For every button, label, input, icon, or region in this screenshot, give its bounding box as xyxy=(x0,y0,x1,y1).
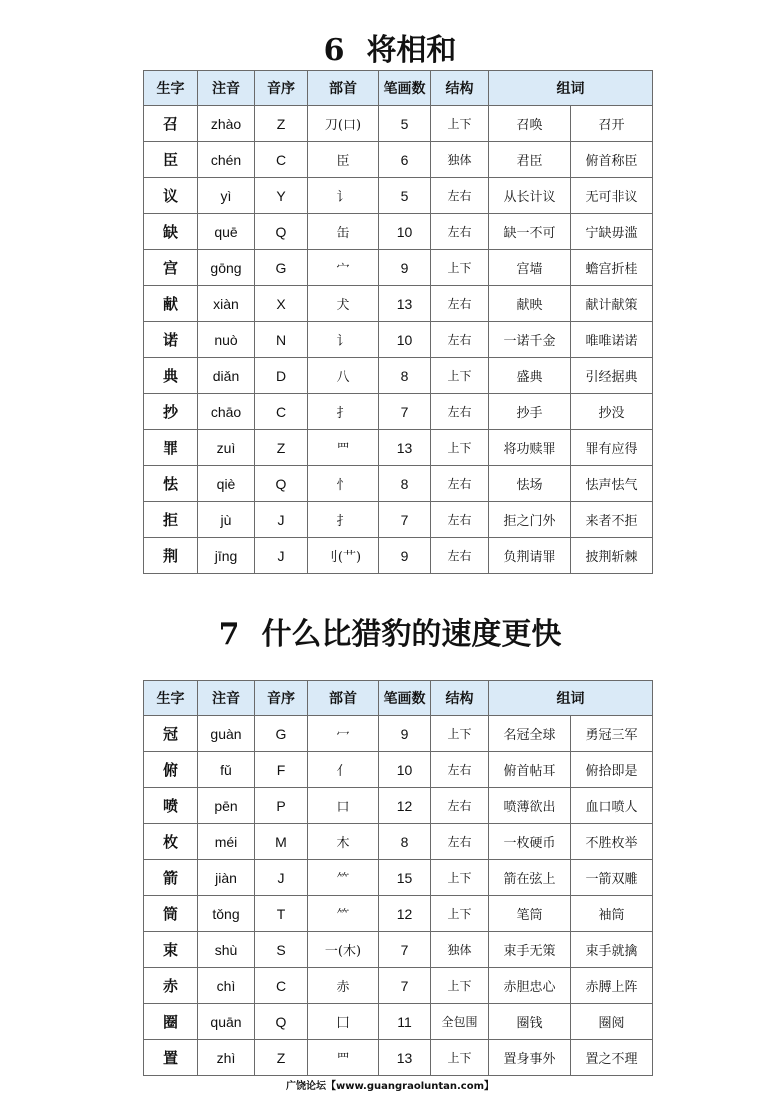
index-cell: J xyxy=(255,538,308,574)
index-cell: N xyxy=(255,322,308,358)
radical-cell: 赤 xyxy=(308,968,379,1004)
pinyin-cell: méi xyxy=(198,824,255,860)
table-row xyxy=(144,752,653,788)
pinyin-cell: jù xyxy=(198,502,255,538)
footer-watermark: 广饶论坛【www.guangraoluntan.com】 xyxy=(285,1081,495,1092)
table-row xyxy=(144,178,653,214)
header-strokes: 笔画数 xyxy=(379,71,431,106)
char-cell: 臣 xyxy=(144,142,198,178)
word-1-cell: 圈钱 xyxy=(489,1004,571,1040)
pinyin-cell: chì xyxy=(198,968,255,1004)
table-header-row xyxy=(144,71,653,106)
strokes-cell: 10 xyxy=(379,214,431,250)
word-1-cell: 负荆请罪 xyxy=(489,538,571,574)
word-1-cell: 一诺千金 xyxy=(489,322,571,358)
structure-cell: 上下 xyxy=(431,860,489,896)
char-cell: 拒 xyxy=(144,502,198,538)
structure-cell: 左右 xyxy=(431,538,489,574)
table-row xyxy=(144,968,653,1004)
word-1-cell: 召唤 xyxy=(489,106,571,142)
word-2-cell: 袖筒 xyxy=(571,896,653,932)
word-1-cell: 抄手 xyxy=(489,394,571,430)
table-row xyxy=(144,430,653,466)
radical-cell: 犬 xyxy=(308,286,379,322)
radical-cell: 口 xyxy=(308,788,379,824)
index-cell: C xyxy=(255,142,308,178)
word-2-cell: 圈阅 xyxy=(571,1004,653,1040)
word-2-cell: 抄没 xyxy=(571,394,653,430)
strokes-cell: 13 xyxy=(379,286,431,322)
radical-cell: ⺮ xyxy=(308,896,379,932)
word-1-cell: 将功赎罪 xyxy=(489,430,571,466)
lesson-7-vocab-table xyxy=(143,680,653,1076)
header-words: 组词 xyxy=(489,71,653,106)
table-row xyxy=(144,502,653,538)
index-cell: Q xyxy=(255,214,308,250)
word-2-cell: 束手就擒 xyxy=(571,932,653,968)
word-1-cell: 君臣 xyxy=(489,142,571,178)
table-row xyxy=(144,142,653,178)
char-cell: 典 xyxy=(144,358,198,394)
strokes-cell: 8 xyxy=(379,358,431,394)
table-row xyxy=(144,358,653,394)
word-1-cell: 赤胆忠心 xyxy=(489,968,571,1004)
index-cell: P xyxy=(255,788,308,824)
structure-cell: 上下 xyxy=(431,968,489,1004)
strokes-cell: 12 xyxy=(379,788,431,824)
table-row xyxy=(144,824,653,860)
char-cell: 箭 xyxy=(144,860,198,896)
strokes-cell: 5 xyxy=(379,178,431,214)
strokes-cell: 6 xyxy=(379,142,431,178)
header-char: 生字 xyxy=(144,71,198,106)
word-2-cell: 献计献策 xyxy=(571,286,653,322)
table-row xyxy=(144,1040,653,1076)
strokes-cell: 10 xyxy=(379,322,431,358)
word-2-cell: 召开 xyxy=(571,106,653,142)
word-1-cell: 怯场 xyxy=(489,466,571,502)
strokes-cell: 15 xyxy=(379,860,431,896)
char-cell: 喷 xyxy=(144,788,198,824)
index-cell: F xyxy=(255,752,308,788)
pinyin-cell: fǔ xyxy=(198,752,255,788)
pinyin-cell: chén xyxy=(198,142,255,178)
char-cell: 诺 xyxy=(144,322,198,358)
radical-cell: 刂(艹) xyxy=(308,538,379,574)
radical-cell: 宀 xyxy=(308,250,379,286)
strokes-cell: 13 xyxy=(379,1040,431,1076)
char-cell: 枚 xyxy=(144,824,198,860)
strokes-cell: 9 xyxy=(379,538,431,574)
index-cell: Z xyxy=(255,430,308,466)
word-1-cell: 拒之门外 xyxy=(489,502,571,538)
strokes-cell: 9 xyxy=(379,250,431,286)
word-2-cell: 无可非议 xyxy=(571,178,653,214)
word-1-cell: 笔筒 xyxy=(489,896,571,932)
radical-cell: 缶 xyxy=(308,214,379,250)
pinyin-cell: zhào xyxy=(198,106,255,142)
strokes-cell: 5 xyxy=(379,106,431,142)
index-cell: M xyxy=(255,824,308,860)
structure-cell: 左右 xyxy=(431,178,489,214)
char-cell: 冠 xyxy=(144,716,198,752)
word-2-cell: 罪有应得 xyxy=(571,430,653,466)
structure-cell: 上下 xyxy=(431,716,489,752)
index-cell: D xyxy=(255,358,308,394)
strokes-cell: 9 xyxy=(379,716,431,752)
word-2-cell: 披荆斩棘 xyxy=(571,538,653,574)
header-structure: 结构 xyxy=(431,681,489,716)
strokes-cell: 12 xyxy=(379,896,431,932)
strokes-cell: 7 xyxy=(379,968,431,1004)
word-1-cell: 盛典 xyxy=(489,358,571,394)
pinyin-cell: jiàn xyxy=(198,860,255,896)
structure-cell: 左右 xyxy=(431,502,489,538)
index-cell: G xyxy=(255,250,308,286)
radical-cell: 亻 xyxy=(308,752,379,788)
word-2-cell: 一箭双雕 xyxy=(571,860,653,896)
char-cell: 罪 xyxy=(144,430,198,466)
word-1-cell: 一枚硬币 xyxy=(489,824,571,860)
pinyin-cell: gōng xyxy=(198,250,255,286)
header-index: 音序 xyxy=(255,681,308,716)
pinyin-cell: zuì xyxy=(198,430,255,466)
lesson-6-table-body xyxy=(144,106,653,574)
header-index: 音序 xyxy=(255,71,308,106)
header-char: 生字 xyxy=(144,681,198,716)
index-cell: Q xyxy=(255,466,308,502)
word-2-cell: 宁缺毋滥 xyxy=(571,214,653,250)
word-2-cell: 引经据典 xyxy=(571,358,653,394)
table-row xyxy=(144,716,653,752)
header-radical: 部首 xyxy=(308,71,379,106)
word-1-cell: 宫墙 xyxy=(489,250,571,286)
index-cell: J xyxy=(255,502,308,538)
index-cell: Z xyxy=(255,1040,308,1076)
word-1-cell: 置身事外 xyxy=(489,1040,571,1076)
structure-cell: 独体 xyxy=(431,932,489,968)
index-cell: J xyxy=(255,860,308,896)
char-cell: 束 xyxy=(144,932,198,968)
word-1-cell: 缺一不可 xyxy=(489,214,571,250)
radical-cell: 罒 xyxy=(308,1040,379,1076)
pinyin-cell: nuò xyxy=(198,322,255,358)
char-cell: 献 xyxy=(144,286,198,322)
strokes-cell: 7 xyxy=(379,932,431,968)
table-row xyxy=(144,1004,653,1040)
radical-cell: 罒 xyxy=(308,430,379,466)
table-row xyxy=(144,466,653,502)
word-1-cell: 从长计议 xyxy=(489,178,571,214)
char-cell: 议 xyxy=(144,178,198,214)
table-row xyxy=(144,250,653,286)
table-row xyxy=(144,788,653,824)
word-1-cell: 束手无策 xyxy=(489,932,571,968)
radical-cell: 一(木) xyxy=(308,932,379,968)
table-row xyxy=(144,286,653,322)
index-cell: Z xyxy=(255,106,308,142)
pinyin-cell: xiàn xyxy=(198,286,255,322)
table-row xyxy=(144,896,653,932)
index-cell: Q xyxy=(255,1004,308,1040)
radical-cell: 木 xyxy=(308,824,379,860)
structure-cell: 左右 xyxy=(431,466,489,502)
pinyin-cell: quē xyxy=(198,214,255,250)
char-cell: 抄 xyxy=(144,394,198,430)
word-1-cell: 喷薄欲出 xyxy=(489,788,571,824)
strokes-cell: 7 xyxy=(379,394,431,430)
index-cell: G xyxy=(255,716,308,752)
pinyin-cell: quān xyxy=(198,1004,255,1040)
char-cell: 怯 xyxy=(144,466,198,502)
radical-cell: 臣 xyxy=(308,142,379,178)
char-cell: 置 xyxy=(144,1040,198,1076)
word-2-cell: 俯首称臣 xyxy=(571,142,653,178)
radical-cell: 八 xyxy=(308,358,379,394)
index-cell: C xyxy=(255,394,308,430)
structure-cell: 左右 xyxy=(431,788,489,824)
pinyin-cell: diǎn xyxy=(198,358,255,394)
word-2-cell: 唯唯诺诺 xyxy=(571,322,653,358)
pinyin-cell: yì xyxy=(198,178,255,214)
structure-cell: 上下 xyxy=(431,106,489,142)
table-row xyxy=(144,322,653,358)
word-2-cell: 怯声怯气 xyxy=(571,466,653,502)
structure-cell: 左右 xyxy=(431,752,489,788)
lesson-6-title-text: 将相和 xyxy=(366,33,457,68)
header-pinyin: 注音 xyxy=(198,71,255,106)
radical-cell: 囗 xyxy=(308,1004,379,1040)
structure-cell: 左右 xyxy=(431,824,489,860)
radical-cell: 讠 xyxy=(308,178,379,214)
structure-cell: 上下 xyxy=(431,430,489,466)
strokes-cell: 10 xyxy=(379,752,431,788)
radical-cell: 讠 xyxy=(308,322,379,358)
structure-cell: 上下 xyxy=(431,1040,489,1076)
lesson-6-number: 6 xyxy=(323,33,345,68)
header-strokes: 笔画数 xyxy=(379,681,431,716)
word-1-cell: 献映 xyxy=(489,286,571,322)
word-2-cell: 置之不理 xyxy=(571,1040,653,1076)
table-header-row xyxy=(144,681,653,716)
strokes-cell: 7 xyxy=(379,502,431,538)
table-row xyxy=(144,106,653,142)
lesson-6-vocab-table xyxy=(143,70,653,574)
lesson-7-table-body xyxy=(144,716,653,1076)
pinyin-cell: qiè xyxy=(198,466,255,502)
pinyin-cell: chāo xyxy=(198,394,255,430)
index-cell: T xyxy=(255,896,308,932)
strokes-cell: 8 xyxy=(379,466,431,502)
structure-cell: 上下 xyxy=(431,250,489,286)
word-1-cell: 名冠全球 xyxy=(489,716,571,752)
header-pinyin: 注音 xyxy=(198,681,255,716)
strokes-cell: 13 xyxy=(379,430,431,466)
header-radical: 部首 xyxy=(308,681,379,716)
structure-cell: 左右 xyxy=(431,214,489,250)
char-cell: 宫 xyxy=(144,250,198,286)
lesson-7-title xyxy=(0,615,780,655)
char-cell: 圈 xyxy=(144,1004,198,1040)
radical-cell: 扌 xyxy=(308,394,379,430)
header-words: 组词 xyxy=(489,681,653,716)
word-1-cell: 箭在弦上 xyxy=(489,860,571,896)
structure-cell: 左右 xyxy=(431,322,489,358)
char-cell: 俯 xyxy=(144,752,198,788)
char-cell: 赤 xyxy=(144,968,198,1004)
strokes-cell: 11 xyxy=(379,1004,431,1040)
word-1-cell: 俯首帖耳 xyxy=(489,752,571,788)
table-row xyxy=(144,394,653,430)
table-row xyxy=(144,538,653,574)
radical-cell: 忄 xyxy=(308,466,379,502)
radical-cell: 刀(口) xyxy=(308,106,379,142)
char-cell: 荆 xyxy=(144,538,198,574)
index-cell: X xyxy=(255,286,308,322)
structure-cell: 左右 xyxy=(431,286,489,322)
pinyin-cell: shù xyxy=(198,932,255,968)
structure-cell: 左右 xyxy=(431,394,489,430)
table-row xyxy=(144,932,653,968)
structure-cell: 独体 xyxy=(431,142,489,178)
lesson-6-title xyxy=(0,31,780,71)
pinyin-cell: jīng xyxy=(198,538,255,574)
pinyin-cell: tǒng xyxy=(198,896,255,932)
structure-cell: 上下 xyxy=(431,896,489,932)
word-2-cell: 勇冠三军 xyxy=(571,716,653,752)
structure-cell: 全包围 xyxy=(431,1004,489,1040)
lesson-7-title-text: 什么比猎豹的速度更快 xyxy=(261,617,562,652)
word-2-cell: 赤膊上阵 xyxy=(571,968,653,1004)
table-row xyxy=(144,860,653,896)
structure-cell: 上下 xyxy=(431,358,489,394)
radical-cell: 扌 xyxy=(308,502,379,538)
strokes-cell: 8 xyxy=(379,824,431,860)
radical-cell: ⺮ xyxy=(308,860,379,896)
pinyin-cell: pēn xyxy=(198,788,255,824)
index-cell: C xyxy=(255,968,308,1004)
word-2-cell: 俯拾即是 xyxy=(571,752,653,788)
lesson-7-number: 7 xyxy=(218,617,240,652)
word-2-cell: 来者不拒 xyxy=(571,502,653,538)
char-cell: 召 xyxy=(144,106,198,142)
char-cell: 缺 xyxy=(144,214,198,250)
pinyin-cell: zhì xyxy=(198,1040,255,1076)
index-cell: Y xyxy=(255,178,308,214)
radical-cell: 冖 xyxy=(308,716,379,752)
header-structure: 结构 xyxy=(431,71,489,106)
word-2-cell: 血口喷人 xyxy=(571,788,653,824)
table-row xyxy=(144,214,653,250)
index-cell: S xyxy=(255,932,308,968)
word-2-cell: 不胜枚举 xyxy=(571,824,653,860)
char-cell: 筒 xyxy=(144,896,198,932)
word-2-cell: 蟾宫折桂 xyxy=(571,250,653,286)
pinyin-cell: guàn xyxy=(198,716,255,752)
